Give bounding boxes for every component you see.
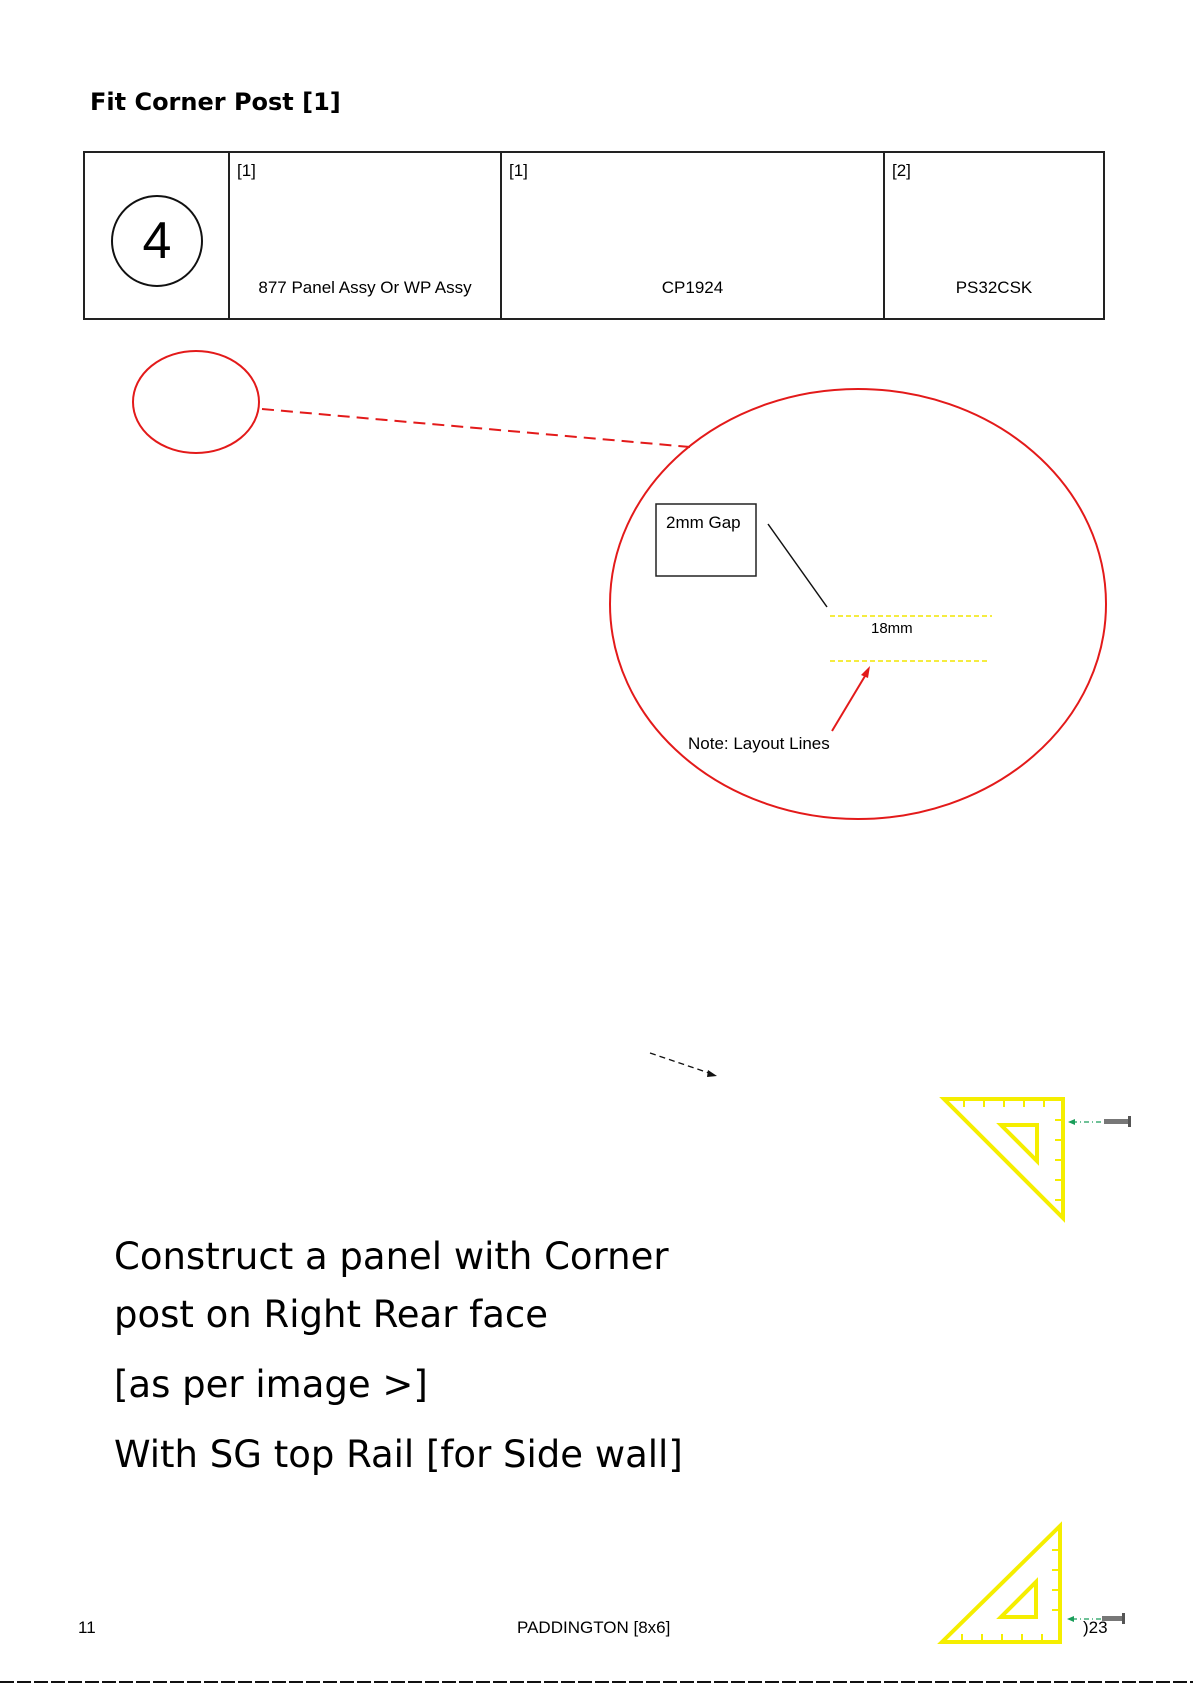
instruction-line: [as per image >]: [114, 1363, 428, 1406]
page-number: 11: [78, 1618, 96, 1637]
instructions-block: [114, 1228, 683, 1484]
gap-label: 2mm Gap: [666, 513, 741, 532]
layout-note: Note: Layout Lines: [688, 734, 830, 753]
instruction-line: post on Right Rear face: [114, 1293, 548, 1336]
part-name: 877 Panel Assy Or WP Assy: [258, 278, 472, 297]
dimension-label: 18mm: [871, 620, 913, 637]
direction-arrowhead-icon: [707, 1070, 717, 1077]
step-number-badge: 4: [111, 195, 203, 287]
part-name: PS32CSK: [955, 278, 1033, 297]
footer-right-text: )23: [1083, 1618, 1108, 1637]
instruction-line: With SG top Rail [for Side wall]: [114, 1433, 683, 1476]
screw-arrow-icon: [1068, 1116, 1131, 1127]
part-qty: [1]: [237, 161, 256, 180]
instruction-line: Construct a panel with Corner: [114, 1235, 669, 1278]
note-arrowhead-icon: [861, 666, 870, 678]
callout-source-circle: [133, 351, 259, 453]
direction-arrow-line: [650, 1053, 712, 1074]
set-square-icon: [942, 1526, 1060, 1642]
gap-pointer-line: [768, 524, 827, 607]
footer-model-name: PADDINGTON [8x6]: [517, 1618, 671, 1637]
part-name: CP1924: [661, 278, 724, 297]
detail-callout-circle: [610, 389, 1106, 819]
part-qty: [1]: [509, 161, 528, 180]
part-qty: [2]: [892, 161, 911, 180]
set-square-icon: [944, 1099, 1063, 1218]
note-arrow-line: [832, 671, 868, 731]
callout-leader-line: [262, 409, 690, 447]
page-title: Fit Corner Post [1]: [90, 88, 341, 116]
